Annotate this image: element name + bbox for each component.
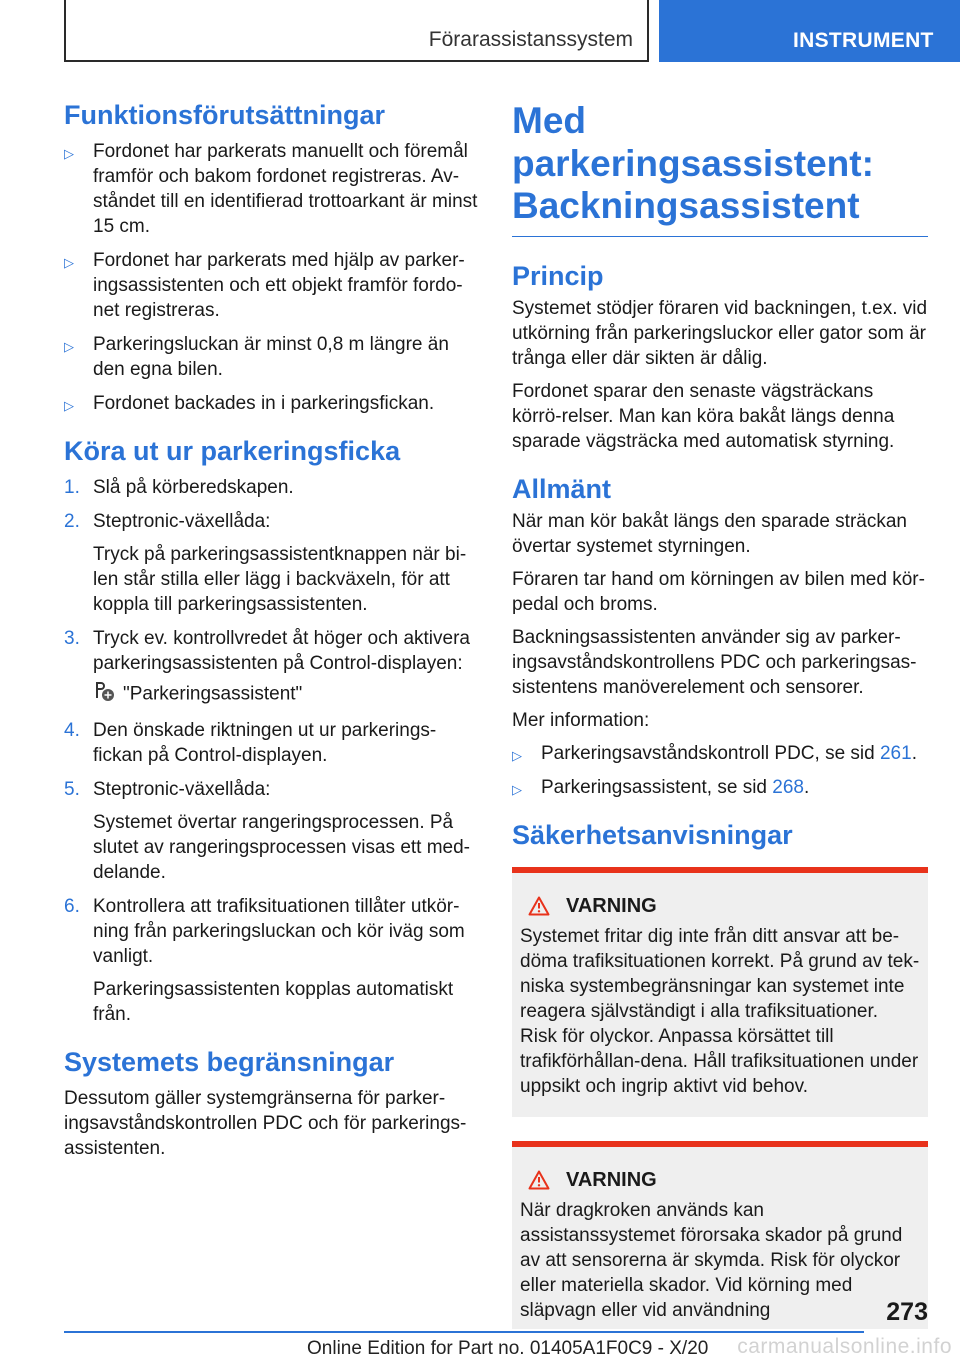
step-item: 4. Den önskade riktningen ut ur parkerings-fickan på Control-displayen. (64, 720, 437, 767)
reference-item: ▷ Parkeringsassistent, se sid 268. (512, 775, 928, 800)
triangle-bullet-icon: ▷ (512, 747, 522, 763)
general-paragraph: Backningsassistenten använder sig av parker-ingsavståndskontrollens PDC och parkeringsas-sistentens manöverelement och sensorer. (512, 626, 917, 698)
limitations-text: Dessutom gäller systemgränserna för parker-ingsavståndskontrollen PDC och för parkerings-assistenten. (64, 1088, 467, 1160)
warning-box (512, 1141, 928, 1329)
heading-safety: Säkerhetsanvisningar (512, 819, 793, 850)
heading-limitations: Systemets begränsningar (64, 1047, 395, 1078)
prerequisites-list (64, 139, 478, 416)
warning-text: När dragkroken används kan assistanssystemet förorsaka skador på grund av att sensorerna är skymda. Risk för olyckor eller materiella skador. Vid körning med släpvagn eller vid användning (520, 1199, 903, 1321)
triangle-bullet-icon: ▷ (64, 146, 74, 162)
warning-title: VARNING (566, 894, 657, 917)
warning-text: Systemet fritar dig inte från ditt ansvar att be-döma trafiksituationen korrekt. På grund av tek-niska systembegränsningar kan systemet inte reagera självständigt i alla trafiksituationer. Risk för olyckor. Anpassa körsättet till trafikförhållan-dena. Håll trafiksituationen under uppsikt och ingrip aktivt vid behov. (520, 925, 920, 1097)
general-paragraph: När man kör bakåt längs den sparade sträckan övertar systemet styrningen. (512, 510, 907, 557)
chapter-heading: Med parkeringsassistent: Backningsassistent (512, 100, 928, 237)
reference-item: ▷ Parkeringsavståndskontroll PDC, se sid 261. (512, 741, 928, 766)
warning-box (512, 867, 928, 1117)
edition-text: Online Edition for Part no. 01405A1F0C9 - X/20 (307, 1338, 709, 1359)
footer-rule (64, 1331, 864, 1333)
triangle-bullet-icon: ▷ (64, 339, 74, 355)
principle-paragraph: Fordonet sparar den senaste vägsträckans körrö-relser. Man kan köra bakåt längs denna sparade vägsträcka med automatisk styrning. (512, 380, 895, 452)
section-title: Förarassistanssystem (428, 28, 633, 51)
heading-principle: Princip (512, 260, 604, 291)
heading-prerequisites: Funktionsförutsättningar (64, 100, 385, 130)
step-item: 2. Steptronic-växellåda: Tryck på parkeringsassistentknappen när bi-len står stilla eller lägg i backväxeln, för att koppla till parkeringsassistenten. (64, 511, 467, 616)
heading-drive-out: Köra ut ur parkeringsficka (64, 436, 401, 467)
triangle-bullet-icon: ▷ (64, 255, 74, 271)
reference-list (512, 741, 928, 800)
page-link-268[interactable]: 268 (772, 776, 804, 798)
chapter-tab[interactable]: INSTRUMENT (659, 0, 960, 62)
list-item: ▷ Fordonet har parkerats med hjälp av parker-ingsassistenten och ett objekt framför fordo-net registreras. (64, 250, 465, 322)
watermark: carmanualsonline.info (737, 1335, 952, 1358)
list-item: ▷ Fordonet backades in i parkeringsfickan. (64, 391, 478, 416)
general-paragraph: Föraren tar hand om körningen av bilen med kör-pedal och broms. (512, 568, 925, 615)
step-item: 6. Kontrollera att trafiksituationen tillåter utkör-ning från parkeringsluckan och kör iväg som vanligt. Parkeringsassistenten kopplas automatiskt från. (64, 896, 465, 1026)
list-item: ▷ Parkeringsluckan är minst 0,8 m längre än den egna bilen. (64, 334, 449, 381)
drive-out-steps (64, 475, 478, 1027)
page-number: 273 (886, 1298, 928, 1326)
right-column (512, 100, 928, 1329)
step-item: 5. Steptronic-växellåda: Systemet övertar rangeringsprocessen. På slutet av rangeringsprocessen visas ett med-delande. (64, 779, 471, 884)
page-link-261[interactable]: 261 (879, 742, 912, 764)
heading-general: Allmänt (512, 473, 612, 504)
general-paragraph: Mer information: (512, 709, 650, 731)
step-item: 3. Tryck ev. kontrollvredet åt höger och aktivera parkeringsassistenten på Control-displayen: "Parkeringsassistent" (64, 626, 478, 709)
parking-assistant-icon (93, 680, 115, 709)
header-box (64, 0, 649, 62)
warning-triangle-icon (528, 1170, 550, 1190)
step-item: 1. Slå på körberedskapen. (64, 477, 294, 499)
warning-triangle-icon (528, 896, 550, 916)
list-item: ▷ Fordonet har parkerats manuellt och föremål framför och bakom fordonet registreras. Av-ståndet till en identifierad trottoarkant är minst 15 cm. (64, 141, 478, 238)
warning-title: VARNING (566, 1168, 657, 1191)
left-column (64, 100, 478, 1169)
triangle-bullet-icon: ▷ (64, 398, 74, 414)
triangle-bullet-icon: ▷ (512, 781, 522, 797)
principle-paragraph: Systemet stödjer föraren vid backningen, t.ex. vid utkörning från parkeringsluckor eller gator som är trånga eller där sikten är dålig. (512, 297, 928, 369)
